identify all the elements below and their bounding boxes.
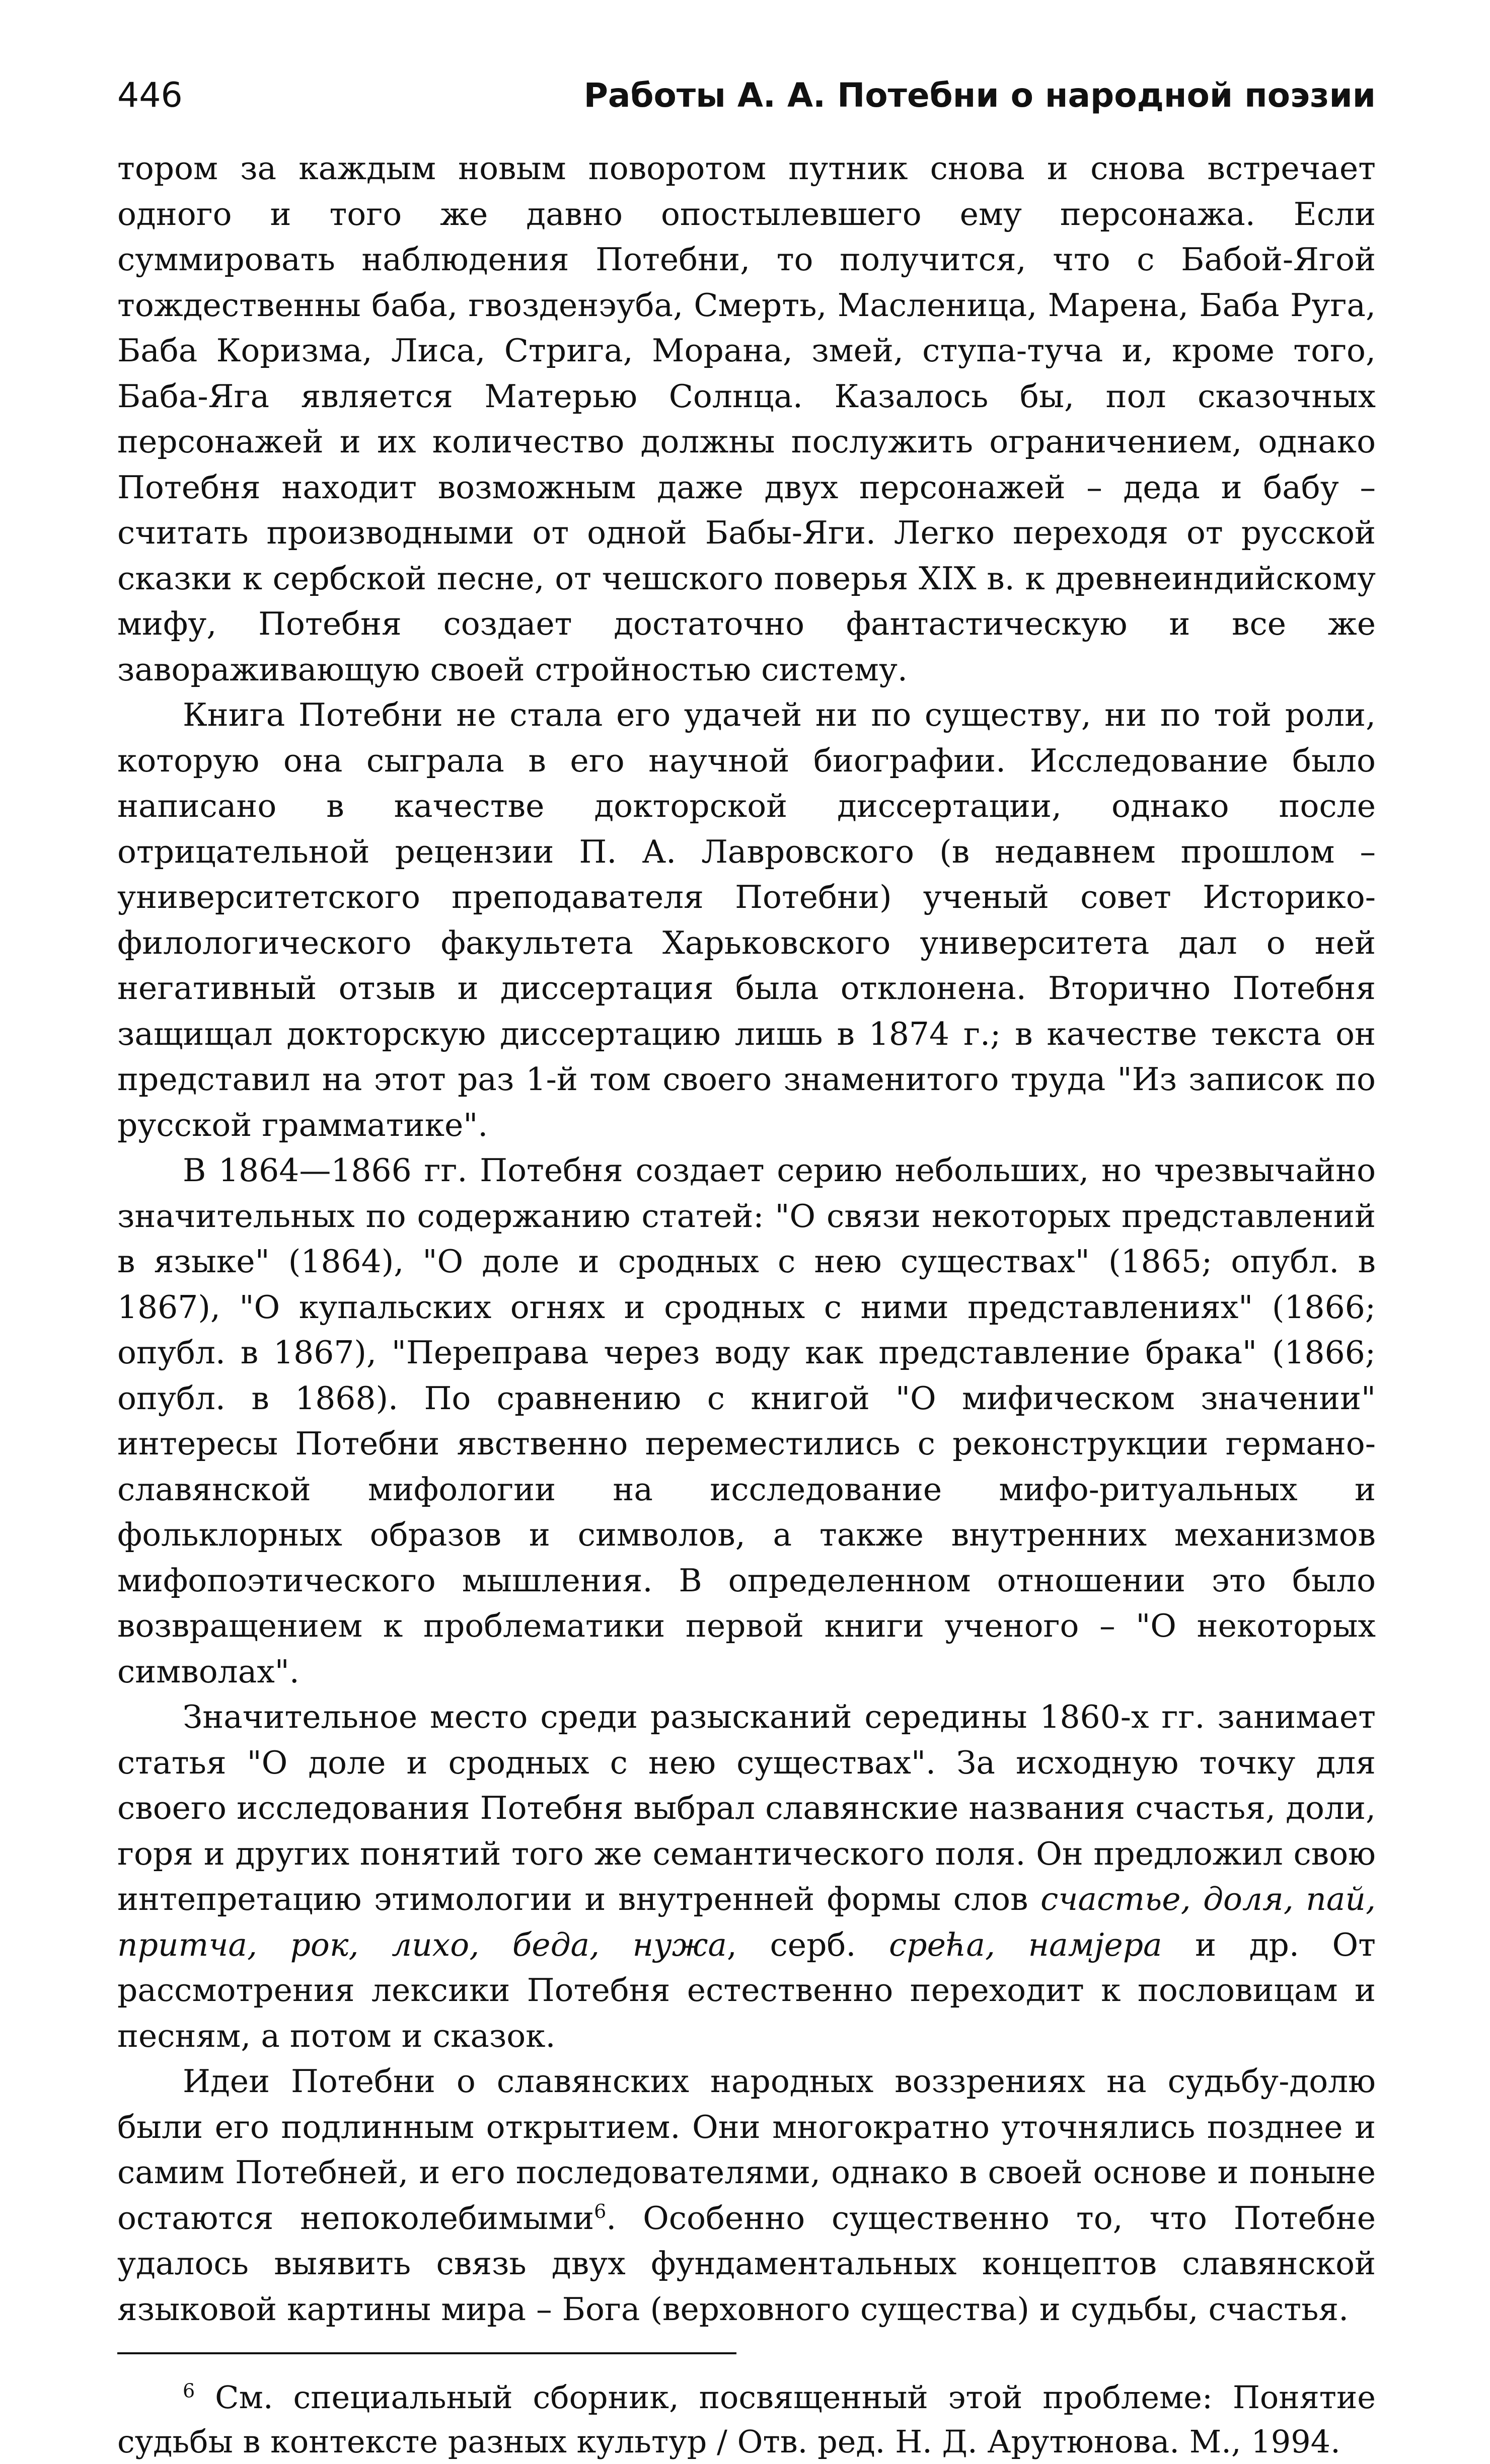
italic-word-list-russian: счастье, доля, пай, притча, рок, лихо, беда, нужа bbox=[117, 1881, 1376, 1963]
paragraph-4-text-c: и др. От рассмотрения лексики Потебня естественно переходит к пословицам и песням, а потом и сказок. bbox=[117, 1926, 1376, 2054]
book-page bbox=[117, 75, 1376, 2464]
main-text bbox=[117, 146, 1376, 2332]
paragraph-4-text-a: Значительное место среди разысканий середины 1860-х гг. занимает статья "О доле и сродных с нею существах". За исходную точку для своего исследования Потебня выбрал славянские названия счастья, доли, горя и других понятий того же семантического поля. Он предложил свою интепретацию этимологии и внутренней формы слов bbox=[117, 1699, 1376, 1917]
footnote-reference[interactable]: 6 bbox=[594, 2200, 607, 2222]
paragraph-1: тором за каждым новым поворотом путник снова и снова встречает одного и того же давно опостылевшего ему персонажа. Если суммировать наблюдения Потебни, то получится, что с Бабой-Ягой тождественны баба, гвозденэуба, Смерть, Масленица, Марена, Баба Руга, Баба Коризма, Лиса, Стрига, Морана, змей, ступа-туча и, кроме того, Баба-Яга является Матерью Солнца. Казалось бы, пол сказочных персонажей и их количество должны послужить ограничением, однако Потебня находит возможным даже двух персонажей – деда и бабу – считать производными от одной Бабы-Яги. Легко переходя от русской сказки к сербской песне, от чешского поверья XIX в. к древнеиндийскому мифу, Потебня создает достаточно фантастическую и все же завораживающую своей стройностью систему. bbox=[117, 150, 1376, 688]
footnote-text: См. специальный сборник, посвященный этой проблеме: Понятие судьбы в контексте разных культур / Отв. ред. Н. Д. Арутюнова. М., 1994. bbox=[117, 2379, 1376, 2460]
paragraph-5 bbox=[117, 2059, 1376, 2332]
paragraph-4-text-b: , серб. bbox=[726, 1926, 889, 1963]
page-header bbox=[117, 75, 1376, 131]
page-number: 446 bbox=[117, 75, 183, 115]
paragraph-3: В 1864—1866 гг. Потебня создает серию небольших, но чрезвычайно значительных по содержанию статей: "О связи некоторых представлений в языке" (1864), "О доле и сродных с нею существах" (1865; опубл. в 1867), "О купальских огнях и сродных с ними представлениях" (1866; опубл. в 1867), "Переправа через воду как представление брака" (1866; опубл. в 1868). По сравнению с книгой "О мифическом значении" интересы Потебни явственно переместились с реконструкции германо-славянской мифологии на исследование мифо-ритуальных и фольклорных образов и символов, а также внутренних механизмов мифопоэтического мышления. В определенном отношении это было возвращением к проблематики первой книги ученого – "О некоторых символах". bbox=[117, 1152, 1376, 1690]
paragraph-5-text-b: . Особенно существенно то, что Потебне удалось выявить связь двух фундаментальных концептов славянской языковой картины мира – Бога (верховного существа) и судьбы, счастья. bbox=[117, 2199, 1376, 2328]
italic-word-list-serbian: срећа, намјера bbox=[888, 1926, 1162, 1963]
footnote bbox=[117, 2375, 1376, 2464]
paragraph-2: Книга Потебни не стала его удачей ни по существу, ни по той роли, которую она сыграла в его научной биографии. Исследование было написано в качестве докторской диссертации, однако после отрицательной рецензии П. А. Лавровского (в недавнем прошлом – университетского преподавателя Потебни) ученый совет Историко-филологического факультета Харьковского университета дал о ней негативный отзыв и диссертация была отклонена. Вторично Потебня защищал докторскую диссертацию лишь в 1874 г.; в качестве текста он представил на этот раз 1-й том своего знаменитого труда "Из записок по русской грамматике". bbox=[117, 697, 1376, 1143]
footnote-divider bbox=[117, 2352, 736, 2354]
paragraph-5-text-a: Идеи Потебни о славянских народных воззрениях на судьбу-долю были его подлинным открытием. Они многократно уточнялись позднее и самим Потебней, и его последователями, однако в своей основе и поныне остаются непоколебимыми bbox=[117, 2063, 1376, 2237]
paragraph-4 bbox=[117, 1695, 1376, 2059]
footnote-marker: 6 bbox=[183, 2379, 195, 2402]
running-title: Работы А. А. Потебни о народной поэзии bbox=[583, 76, 1376, 115]
